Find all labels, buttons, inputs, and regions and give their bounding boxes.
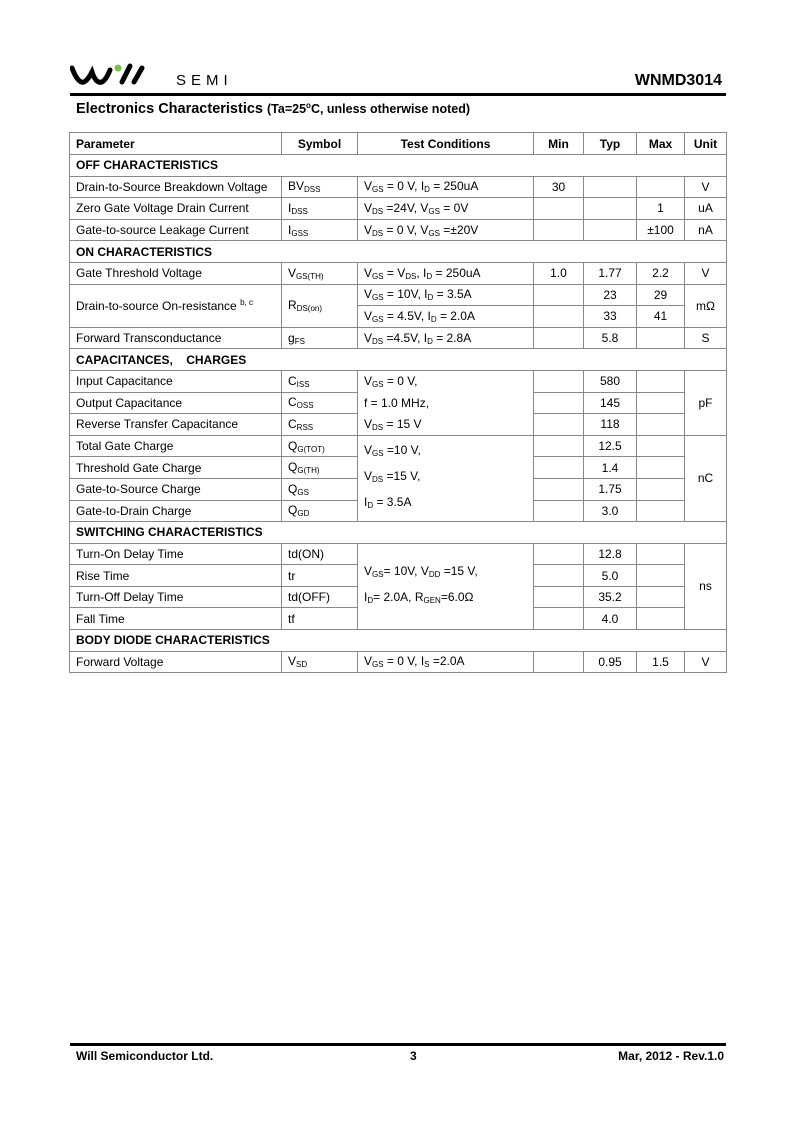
- footer-company: Will Semiconductor Ltd.: [76, 1049, 214, 1063]
- symbol-cell: $I_{DSS}$: [282, 198, 358, 220]
- cond-cell: $V_{GS} = 0$ V, $I_S =2.0A$: [358, 651, 534, 673]
- typ-cell: 1.4: [584, 457, 637, 479]
- cond-cell: $V_{GS} = 10V$, $I_D = 3.5A$: [358, 284, 534, 306]
- param-cell: Gate Threshold Voltage: [70, 262, 282, 284]
- param-cell: Gate-to-Source Charge: [70, 478, 282, 500]
- typ-cell: 5.8: [584, 327, 637, 349]
- symbol-cell: $R_{DS(on)}$: [282, 284, 358, 327]
- max-cell: 1.5: [637, 651, 685, 673]
- col-header-parameter: Parameter: [70, 133, 282, 155]
- table-header-row: [70, 133, 727, 155]
- typ-cell: 145: [584, 392, 637, 414]
- typ-cell: 118: [584, 414, 637, 436]
- symbol-cell: $Q_{G(TOT)}$: [282, 435, 358, 457]
- section-body-diode: BODY DIODE CHARACTERISTICS: [70, 630, 727, 652]
- part-number: WNMD3014: [634, 72, 722, 89]
- max-cell: [637, 565, 685, 587]
- symbol-cell: $C_{RSS}$: [282, 414, 358, 436]
- param-cell: Forward Voltage: [70, 651, 282, 673]
- symbol-cell: $Q_{GD}$: [282, 500, 358, 522]
- param-cell: Total Gate Charge: [70, 435, 282, 457]
- param-cell: Turn-Off Delay Time: [70, 586, 282, 608]
- cond-cell: $V_{DS} = 15$ V: [358, 414, 534, 436]
- min-cell: 1.0: [534, 262, 584, 284]
- col-header-unit: Unit: [685, 133, 727, 155]
- switch-cond-cell: $V_{GS}= 10V$, $V_{DD} =15$ V, $I_D= 2.0A$, $R_{GEN}=6.0\Omega$: [358, 543, 534, 629]
- param-cell: Gate-to-Drain Charge: [70, 500, 282, 522]
- min-cell: 30: [534, 176, 584, 198]
- footer-revision: Mar, 2012 - Rev.1.0: [618, 1049, 724, 1063]
- min-cell: [534, 306, 584, 328]
- max-cell: [637, 500, 685, 522]
- company-logo: [70, 58, 270, 92]
- section-off: OFF CHARACTERISTICS: [70, 155, 727, 177]
- min-cell: [534, 414, 584, 436]
- param-cell: Turn-On Delay Time: [70, 543, 282, 565]
- col-header-test-conditions: Test Conditions: [358, 133, 534, 155]
- min-cell: [534, 500, 584, 522]
- will-logo-mark-icon: [70, 62, 170, 90]
- max-cell: [637, 176, 685, 198]
- cond-cell: $V_{DS} = 0$ V, $V_{GS} =\pm 20V$: [358, 219, 534, 241]
- param-cell: Threshold Gate Charge: [70, 457, 282, 479]
- section-switching: SWITCHING CHARACTERISTICS: [70, 522, 727, 544]
- min-cell: [534, 198, 584, 220]
- table-row: [70, 219, 727, 241]
- param-cell: Zero Gate Voltage Drain Current: [70, 198, 282, 220]
- unit-cell: uA: [685, 198, 727, 220]
- title-main: Electronics Characteristics: [76, 101, 263, 118]
- section-capacitances: CAPACITANCES, CHARGES: [70, 349, 727, 371]
- page-header: [70, 58, 726, 92]
- typ-cell: [584, 198, 637, 220]
- typ-cell: 0.95: [584, 651, 637, 673]
- max-cell: ±100: [637, 219, 685, 241]
- unit-cell: V: [685, 176, 727, 198]
- table-row: [70, 370, 727, 392]
- section-row: [70, 155, 727, 177]
- col-header-symbol: Symbol: [282, 133, 358, 155]
- max-cell: [637, 457, 685, 479]
- title-conditions: ($Ta=25^oC$, unless otherwise noted): [267, 101, 470, 117]
- max-cell: [637, 370, 685, 392]
- min-cell: [534, 435, 584, 457]
- min-cell: [534, 392, 584, 414]
- param-cell: Rise Time: [70, 565, 282, 587]
- cond-cell: $V_{GS} = 0$ V, $I_D = 250uA$: [358, 176, 534, 198]
- symbol-cell: tr: [282, 565, 358, 587]
- min-cell: [534, 565, 584, 587]
- cond-cell: $V_{DS} =24V$, $V_{GS} = 0V$: [358, 198, 534, 220]
- footer-rule: [70, 1043, 726, 1046]
- param-cell: Drain-to-source On-resistance $^{b, c}$: [70, 284, 282, 327]
- typ-cell: 1.75: [584, 478, 637, 500]
- table-row: [70, 651, 727, 673]
- typ-cell: 4.0: [584, 608, 637, 630]
- param-cell: Fall Time: [70, 608, 282, 630]
- symbol-cell: $BV_{DSS}$: [282, 176, 358, 198]
- section-row: [70, 349, 727, 371]
- table-row: [70, 327, 727, 349]
- unit-cell: mΩ: [685, 284, 727, 327]
- col-header-min: Min: [534, 133, 584, 155]
- min-cell: [534, 478, 584, 500]
- max-cell: 29: [637, 284, 685, 306]
- symbol-cell: $V_{SD}$: [282, 651, 358, 673]
- symbol-cell: $Q_{GS}$: [282, 478, 358, 500]
- table-row: [70, 414, 727, 436]
- symbol-cell: tf: [282, 608, 358, 630]
- max-cell: 1: [637, 198, 685, 220]
- section-on: ON CHARACTERISTICS: [70, 241, 727, 263]
- table-row: [70, 543, 727, 565]
- section-title: [76, 101, 470, 117]
- typ-cell: 3.0: [584, 500, 637, 522]
- symbol-cell: $g_{FS}$: [282, 327, 358, 349]
- unit-cell: V: [685, 651, 727, 673]
- unit-cell: V: [685, 262, 727, 284]
- section-row: [70, 241, 727, 263]
- section-row: [70, 522, 727, 544]
- symbol-cell: td(ON): [282, 543, 358, 565]
- typ-cell: [584, 219, 637, 241]
- symbol-cell: $I_{GSS}$: [282, 219, 358, 241]
- table-row: [70, 435, 727, 457]
- cond-cell: $V_{GS} = 4.5V$, $I_D = 2.0A$: [358, 306, 534, 328]
- header-rule: [70, 93, 726, 96]
- table-row: [70, 392, 727, 414]
- max-cell: [637, 435, 685, 457]
- unit-cell: nC: [685, 435, 727, 521]
- typ-cell: 580: [584, 370, 637, 392]
- characteristics-table: [69, 132, 727, 673]
- footer-page-number: 3: [410, 1049, 417, 1063]
- symbol-cell: $Q_{G(TH)}$: [282, 457, 358, 479]
- table-row: [70, 262, 727, 284]
- typ-cell: 33: [584, 306, 637, 328]
- logo-text: SEMI: [176, 72, 233, 89]
- unit-cell: S: [685, 327, 727, 349]
- symbol-cell: $V_{GS(TH)}$: [282, 262, 358, 284]
- typ-cell: [584, 176, 637, 198]
- max-cell: [637, 586, 685, 608]
- cond-cell: $V_{GS} = V_{DS}$, $I_D = 250uA$: [358, 262, 534, 284]
- unit-cell: pF: [685, 370, 727, 435]
- min-cell: [534, 543, 584, 565]
- min-cell: [534, 370, 584, 392]
- max-cell: 2.2: [637, 262, 685, 284]
- typ-cell: 35.2: [584, 586, 637, 608]
- cond-cell: $V_{DS} =4.5V$, $I_D = 2.8A$: [358, 327, 534, 349]
- param-cell: Output Capacitance: [70, 392, 282, 414]
- section-row: [70, 630, 727, 652]
- min-cell: [534, 608, 584, 630]
- min-cell: [534, 284, 584, 306]
- max-cell: [637, 608, 685, 630]
- table-row: [70, 198, 727, 220]
- unit-cell: nA: [685, 219, 727, 241]
- max-cell: [637, 543, 685, 565]
- max-cell: [637, 414, 685, 436]
- table-row: [70, 284, 727, 306]
- typ-cell: 1.77: [584, 262, 637, 284]
- min-cell: [534, 327, 584, 349]
- cond-cell: $V_{GS} = 0$ V,: [358, 370, 534, 392]
- typ-cell: 5.0: [584, 565, 637, 587]
- min-cell: [534, 651, 584, 673]
- col-header-typ: Typ: [584, 133, 637, 155]
- param-cell: Forward Transconductance: [70, 327, 282, 349]
- symbol-cell: $C_{ISS}$: [282, 370, 358, 392]
- symbol-cell: $C_{OSS}$: [282, 392, 358, 414]
- min-cell: [534, 457, 584, 479]
- typ-cell: 12.5: [584, 435, 637, 457]
- col-header-max: Max: [637, 133, 685, 155]
- param-cell: Input Capacitance: [70, 370, 282, 392]
- max-cell: [637, 327, 685, 349]
- table-row: [70, 176, 727, 198]
- charge-cond-cell: $V_{GS} =10$ V, $V_{DS} =15$ V, $I_D = 3.5A$: [358, 435, 534, 521]
- min-cell: [534, 586, 584, 608]
- param-cell: Drain-to-Source Breakdown Voltage: [70, 176, 282, 198]
- param-cell: Reverse Transfer Capacitance: [70, 414, 282, 436]
- max-cell: 41: [637, 306, 685, 328]
- typ-cell: 12.8: [584, 543, 637, 565]
- max-cell: [637, 392, 685, 414]
- unit-cell: ns: [685, 543, 727, 629]
- param-cell: Gate-to-source Leakage Current: [70, 219, 282, 241]
- cond-cell: f = 1.0 MHz,: [358, 392, 534, 414]
- min-cell: [534, 219, 584, 241]
- symbol-cell: td(OFF): [282, 586, 358, 608]
- max-cell: [637, 478, 685, 500]
- typ-cell: 23: [584, 284, 637, 306]
